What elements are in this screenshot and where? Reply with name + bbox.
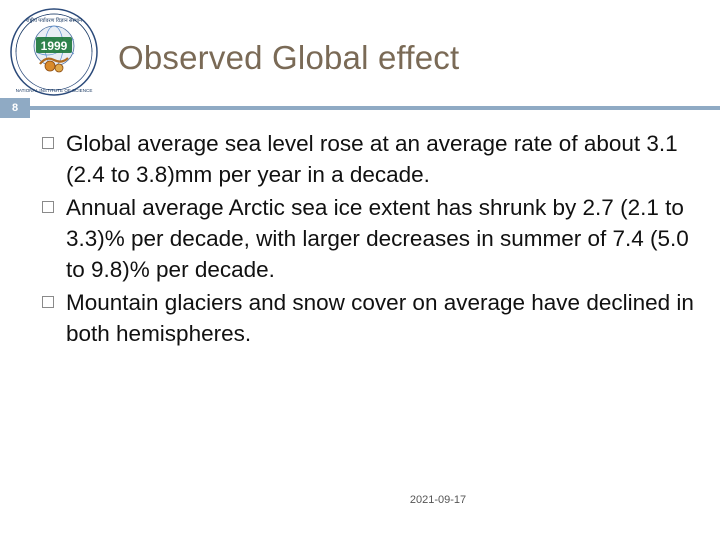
bullet-square-icon bbox=[42, 137, 54, 149]
institute-emblem-icon bbox=[6, 6, 110, 98]
svg-text:1999: 1999 bbox=[40, 39, 68, 53]
list-item bbox=[42, 192, 702, 285]
svg-text:राष्ट्रीय पर्यावरण विज्ञान संस: राष्ट्रीय पर्यावरण विज्ञान संस्थान bbox=[26, 18, 82, 24]
list-item bbox=[42, 128, 702, 190]
svg-text:NATIONAL INSTITUTE OF SCIENCE: NATIONAL INSTITUTE OF SCIENCE bbox=[15, 88, 93, 93]
page-title: Observed Global effect bbox=[118, 39, 460, 76]
slide-number: 8 bbox=[0, 98, 30, 118]
bullet-square-icon bbox=[42, 296, 54, 308]
list-item-text: Mountain glaciers and snow cover on average have declined in both hemispheres. bbox=[66, 290, 694, 346]
list-item-text: Annual average Arctic sea ice extent has shrunk by 2.7 (2.1 to 3.3)% per decade, with larger decreases in summer of 7.4 (5.0 to 9.8)% per decade. bbox=[66, 195, 689, 282]
slide-date bbox=[0, 494, 720, 506]
bullet-square-icon bbox=[42, 201, 54, 213]
slide-number-band bbox=[0, 98, 720, 118]
list-item-text: Global average sea level rose at an average rate of about 3.1 (2.4 to 3.8)mm per year in a decade. bbox=[66, 131, 678, 187]
accent-rule bbox=[30, 106, 720, 110]
slide-date-text: 2021-09-17 bbox=[409, 494, 467, 506]
list-item bbox=[42, 287, 702, 349]
bullet-list bbox=[42, 128, 702, 351]
